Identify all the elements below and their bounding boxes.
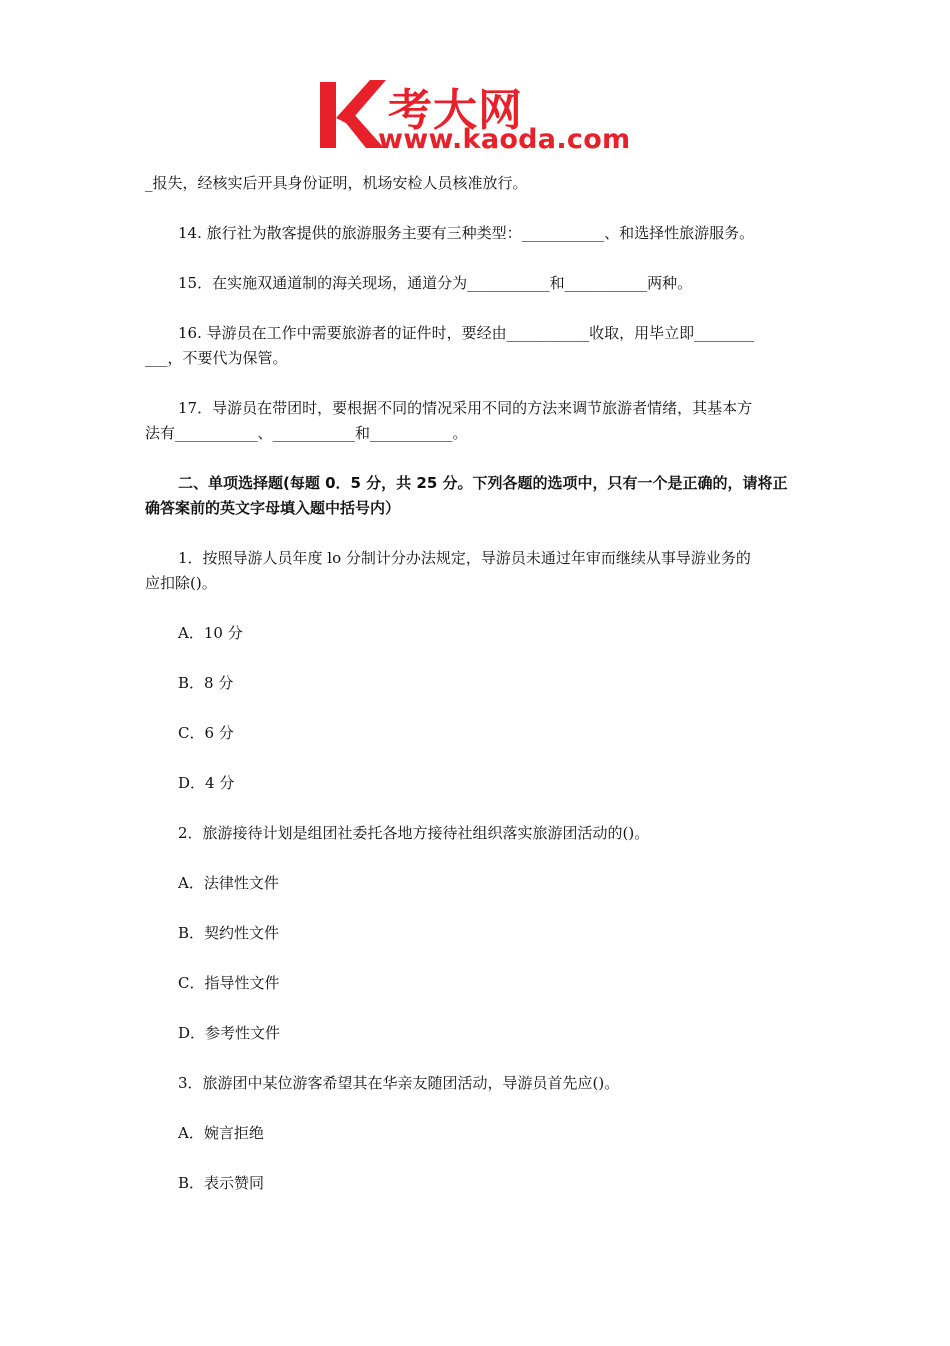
mc-question-1: 1．按照导游人员年度 lo 分制计分办法规定，导游员未通过年审而继续从事导游业务的 [178,549,751,567]
question-16-cont: ___，不要代为保管。 [145,349,288,367]
question-17-cont: 法有___________、___________和___________。 [145,424,468,442]
option-d: D．参考性文件 [178,1024,281,1042]
option-c: C．指导性文件 [178,974,280,992]
section-heading: 二、单项选择题(每题 0．5 分，共 25 分。下列各题的选项中，只有一个是正确的，请将正 [178,474,788,492]
option-b: B．契约性文件 [178,924,280,942]
option-a: A．婉言拒绝 [178,1124,264,1142]
mc-question-2: 2．旅游接待计划是组团社委托各地方接待社组织落实旅游团活动的()。 [178,824,650,842]
text-line: _报失，经核实后开具身份证明，机场安检人员核准放行。 [145,174,528,192]
option-b: B．表示赞同 [178,1174,265,1192]
mc-question-1-cont: 应扣除()。 [145,574,217,592]
question-15: 15．在实施双通道制的海关现场，通道分为___________和___________两种。 [178,274,693,292]
option-d: D．4 分 [178,774,235,792]
logo-url: www.kaoda.com [378,124,631,155]
option-c: C．6 分 [178,724,234,742]
question-14: 14. 旅行社为散客提供的旅游服务主要有三种类型：___________、和选择性旅游服务。 [178,224,755,242]
logo-brand-name: 考大网 [388,85,523,136]
question-17: 17．导游员在带团时，要根据不同的情况采用不同的方法来调节旅游者情绪，其基本方 [178,399,753,417]
option-a: A．法律性文件 [178,874,279,892]
mc-question-3: 3．旅游团中某位游客希望其在华亲友随团活动，导游员首先应()。 [178,1074,620,1092]
option-a: A．10 分 [178,624,243,642]
kaoda-logo [318,78,640,160]
option-b: B．8 分 [178,674,234,692]
question-16: 16. 导游员在工作中需要旅游者的证件时，要经由___________收取，用毕立即________ [178,324,755,342]
section-heading-cont: 确答案前的英文字母填入题中括号内） [145,499,401,517]
